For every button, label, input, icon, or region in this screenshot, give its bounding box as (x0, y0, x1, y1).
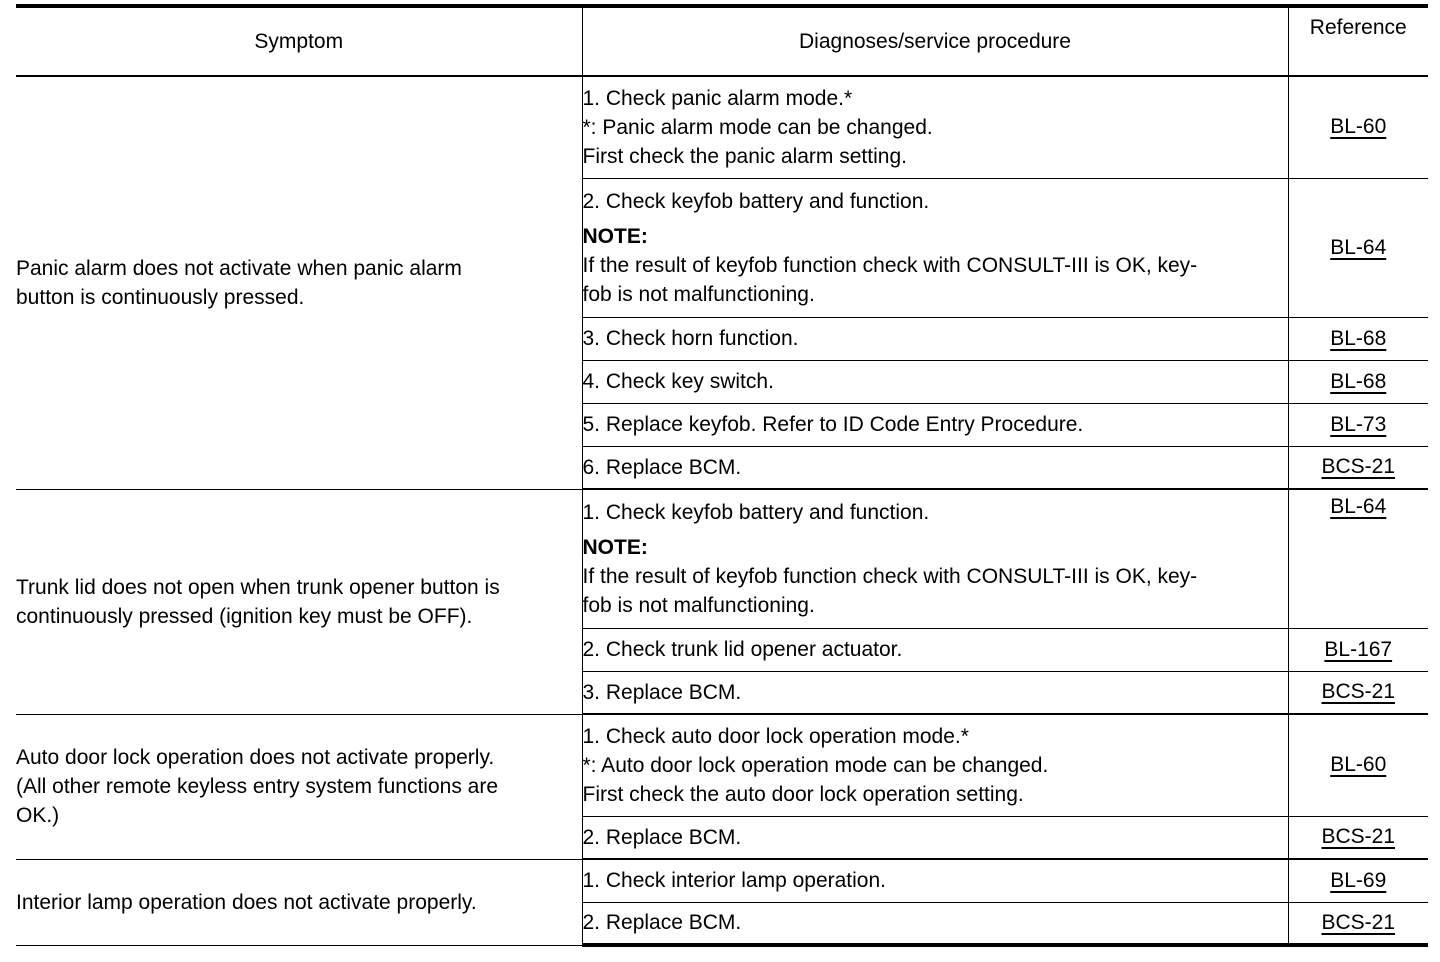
procedure-cell (582, 489, 1288, 628)
reference-cell (1288, 714, 1428, 816)
symptom-text: (All other remote keyless entry system functions are (16, 775, 499, 798)
procedure-note-line: *: Auto door lock operation mode can be changed. (582, 753, 1049, 777)
symptom-text: continuously pressed (ignition key must be OFF). (16, 604, 473, 628)
reference-link[interactable]: BCS-21 (1321, 825, 1396, 849)
note-heading: NOTE: (582, 224, 648, 248)
procedure-step: 2. Replace BCM. (582, 825, 742, 849)
reference-link[interactable]: BCS-21 (1321, 455, 1396, 479)
procedure-cell (582, 76, 1288, 178)
reference-link[interactable]: BL-64 (1330, 495, 1387, 518)
symptom-text: button is continuously pressed. (16, 285, 305, 309)
reference-cell (1288, 76, 1428, 178)
procedure-cell (582, 360, 1288, 403)
symptom-cell (16, 859, 582, 945)
reference-cell (1288, 446, 1428, 489)
procedure-cell (582, 714, 1288, 816)
reference-link[interactable]: BCS-21 (1321, 680, 1396, 704)
table-row (16, 489, 1428, 628)
procedure-step: 5. Replace keyfob. Refer to ID Code Entry Procedure. (582, 413, 1084, 436)
procedure-column-header: Diagnoses/service procedure (582, 6, 1288, 76)
symptom-column-header: Symptom (16, 6, 582, 76)
reference-link[interactable]: BL-68 (1330, 369, 1387, 393)
reference-cell (1288, 816, 1428, 859)
procedure-step: 6. Replace BCM. (582, 455, 742, 479)
procedure-step: 1. Check auto door lock operation mode.* (582, 724, 969, 748)
reference-link[interactable]: BL-60 (1330, 753, 1387, 777)
note-text: fob is not malfunctioning. (582, 593, 815, 617)
procedure-step: 2. Check keyfob battery and function. (582, 189, 930, 213)
reference-cell (1288, 489, 1428, 628)
reference-cell (1288, 178, 1428, 317)
reference-link[interactable]: BCS-21 (1321, 910, 1396, 934)
procedure-step: 2. Check trunk lid opener actuator. (582, 638, 903, 661)
symptom-text: Trunk lid does not open when trunk opener button is (16, 575, 500, 599)
reference-cell (1288, 403, 1428, 446)
reference-link[interactable]: BL-167 (1324, 637, 1393, 661)
procedure-step: 2. Replace BCM. (582, 911, 742, 935)
reference-cell (1288, 360, 1428, 403)
procedure-step: 1. Check panic alarm mode.* (582, 86, 853, 110)
note-text: If the result of keyfob function check with CONSULT-III is OK, key- (582, 564, 1198, 588)
table-row (16, 714, 1428, 816)
reference-column-header: Reference (1288, 6, 1428, 76)
procedure-cell (582, 628, 1288, 671)
procedure-cell (582, 859, 1288, 902)
reference-link[interactable]: BL-69 (1330, 868, 1387, 892)
reference-link[interactable]: BL-64 (1330, 235, 1387, 259)
symptom-cell (16, 714, 582, 859)
procedure-step: 4. Check key switch. (582, 370, 774, 393)
reference-cell (1288, 859, 1428, 902)
reference-cell (1288, 317, 1428, 360)
symptom-text: Panic alarm does not activate when panic alarm (16, 256, 462, 280)
procedure-step: 3. Replace BCM. (582, 680, 742, 704)
procedure-cell (582, 816, 1288, 859)
table-row (16, 859, 1428, 902)
procedure-note-line: First check the panic alarm setting. (582, 144, 907, 168)
procedure-note-line: First check the auto door lock operation setting. (582, 782, 1024, 806)
symptom-text: Interior lamp operation does not activate properly. (16, 890, 477, 914)
procedure-step: 1. Check keyfob battery and function. (582, 500, 930, 524)
symptom-cell (16, 76, 582, 489)
note-text: If the result of keyfob function check with CONSULT-III is OK, key- (582, 253, 1198, 277)
reference-link[interactable]: BL-60 (1330, 115, 1387, 139)
procedure-note-line: *: Panic alarm mode can be changed. (582, 115, 933, 139)
symptom-text: Auto door lock operation does not activate properly. (16, 746, 495, 769)
reference-cell (1288, 671, 1428, 714)
procedure-cell (582, 446, 1288, 489)
table-header-row (16, 6, 1428, 76)
procedure-cell (582, 671, 1288, 714)
procedure-cell (582, 902, 1288, 945)
procedure-cell (582, 403, 1288, 446)
reference-link[interactable]: BL-68 (1330, 326, 1387, 350)
note-heading: NOTE: (582, 535, 648, 559)
note-text: fob is not malfunctioning. (582, 282, 815, 306)
symptom-text: OK.) (16, 804, 60, 827)
reference-cell (1288, 628, 1428, 671)
procedure-cell (582, 178, 1288, 317)
reference-cell (1288, 902, 1428, 945)
symptom-cell (16, 489, 582, 714)
procedure-cell (582, 317, 1288, 360)
procedure-step: 1. Check interior lamp operation. (582, 869, 886, 893)
diagnosis-table (16, 4, 1428, 947)
reference-link[interactable]: BL-73 (1330, 412, 1387, 436)
table-row (16, 76, 1428, 178)
procedure-step: 3. Check horn function. (582, 327, 799, 350)
